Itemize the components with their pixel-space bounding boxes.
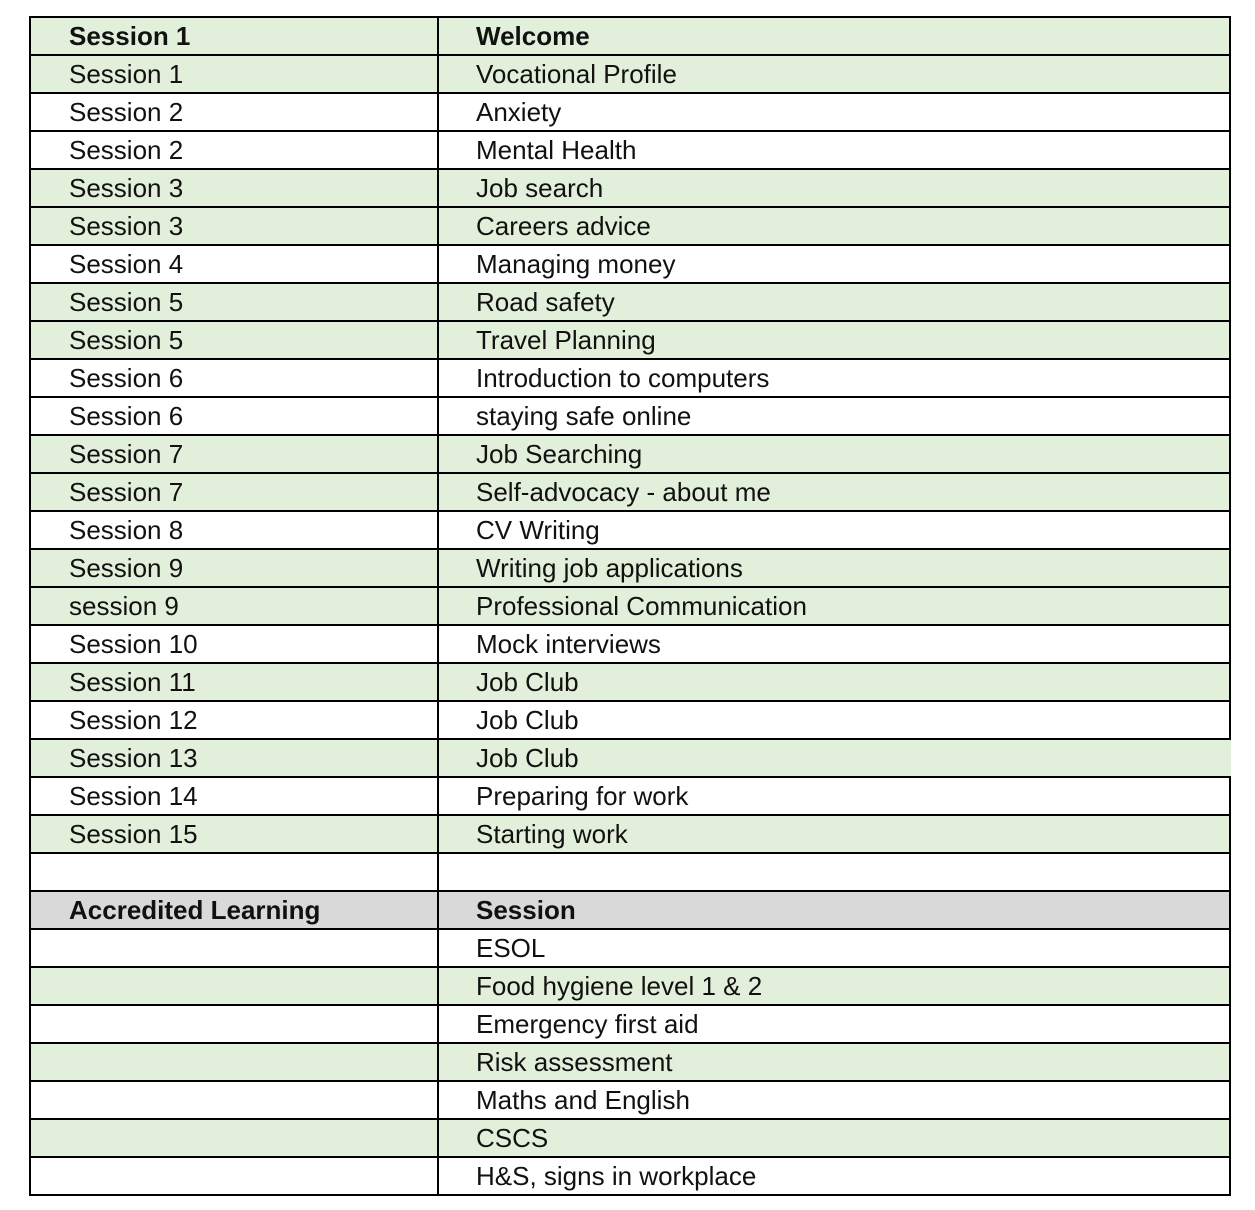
session-cell: Session 12 [30, 701, 438, 739]
table-row [30, 207, 1230, 245]
accredited-header-col2: Session [438, 891, 1230, 929]
session-cell: Session 6 [30, 397, 438, 435]
accredited-session-cell: CSCS [438, 1119, 1230, 1157]
accredited-session-cell: ESOL [438, 929, 1230, 967]
table-row [30, 321, 1230, 359]
session-cell: Session 1 [30, 55, 438, 93]
table-row [30, 283, 1230, 321]
session-cell: Session 11 [30, 663, 438, 701]
accredited-header-row [30, 891, 1230, 929]
topic-cell: Careers advice [438, 207, 1230, 245]
session-cell: Session 6 [30, 359, 438, 397]
session-cell: Session 4 [30, 245, 438, 283]
topic-cell: Vocational Profile [438, 55, 1230, 93]
session-schedule-table [29, 16, 1231, 1196]
accredited-session-cell: Emergency first aid [438, 1005, 1230, 1043]
table-row [30, 701, 1230, 739]
accredited-session-cell: Risk assessment [438, 1043, 1230, 1081]
table-row [30, 511, 1230, 549]
table-row [30, 55, 1230, 93]
table-row [30, 1119, 1230, 1157]
accredited-session-cell: H&S, signs in workplace [438, 1157, 1230, 1195]
table-row [30, 93, 1230, 131]
session-cell: Session 2 [30, 93, 438, 131]
empty-cell [438, 853, 1230, 891]
accredited-label-cell [30, 1005, 438, 1043]
topic-cell: Job Searching [438, 435, 1230, 473]
table-row [30, 1043, 1230, 1081]
session-cell: Session 14 [30, 777, 438, 815]
table-row [30, 1081, 1230, 1119]
topic-cell: Mock interviews [438, 625, 1230, 663]
session-cell: Session 3 [30, 207, 438, 245]
accredited-label-cell [30, 1043, 438, 1081]
table-row [30, 815, 1230, 853]
session-cell: Session 7 [30, 435, 438, 473]
table-row [30, 435, 1230, 473]
table-row [30, 739, 1230, 777]
topic-cell: Introduction to computers [438, 359, 1230, 397]
table-row [30, 777, 1230, 815]
table-row [30, 245, 1230, 283]
topic-cell: Travel Planning [438, 321, 1230, 359]
session-cell: Session 10 [30, 625, 438, 663]
topic-cell: Job Club [438, 701, 1230, 739]
sessions-header-col2: Welcome [438, 17, 1230, 55]
session-cell: Session 3 [30, 169, 438, 207]
table-row [30, 929, 1230, 967]
table-row [30, 1005, 1230, 1043]
table-row [30, 359, 1230, 397]
accredited-label-cell [30, 1081, 438, 1119]
session-cell: Session 15 [30, 815, 438, 853]
accredited-label-cell [30, 1119, 438, 1157]
accredited-session-cell: Food hygiene level 1 & 2 [438, 967, 1230, 1005]
table-row [30, 473, 1230, 511]
table-row [30, 1157, 1230, 1195]
topic-cell: Road safety [438, 283, 1230, 321]
topic-cell: CV Writing [438, 511, 1230, 549]
accredited-label-cell [30, 929, 438, 967]
topic-cell: Job search [438, 169, 1230, 207]
table-row [30, 587, 1230, 625]
session-cell: Session 2 [30, 131, 438, 169]
topic-cell: Writing job applications [438, 549, 1230, 587]
sessions-header-col1: Session 1 [30, 17, 438, 55]
topic-cell: Mental Health [438, 131, 1230, 169]
topic-cell: Job Club [438, 663, 1230, 701]
topic-cell: Job Club [438, 739, 1230, 777]
table-row [30, 131, 1230, 169]
empty-cell [30, 853, 438, 891]
spacer-row [30, 853, 1230, 891]
table-row [30, 663, 1230, 701]
accredited-label-cell [30, 967, 438, 1005]
session-cell: Session 8 [30, 511, 438, 549]
table-row [30, 169, 1230, 207]
table-row [30, 397, 1230, 435]
topic-cell: Self-advocacy - about me [438, 473, 1230, 511]
sessions-header-row [30, 17, 1230, 55]
session-cell: Session 5 [30, 283, 438, 321]
topic-cell: Managing money [438, 245, 1230, 283]
session-cell: session 9 [30, 587, 438, 625]
session-cell: Session 7 [30, 473, 438, 511]
accredited-session-cell: Maths and English [438, 1081, 1230, 1119]
topic-cell: Professional Communication [438, 587, 1230, 625]
accredited-header-col1: Accredited Learning [30, 891, 438, 929]
table-row [30, 549, 1230, 587]
session-cell: Session 9 [30, 549, 438, 587]
topic-cell: Starting work [438, 815, 1230, 853]
topic-cell: Preparing for work [438, 777, 1230, 815]
session-cell: Session 13 [30, 739, 438, 777]
table-row [30, 625, 1230, 663]
topic-cell: Anxiety [438, 93, 1230, 131]
session-cell: Session 5 [30, 321, 438, 359]
accredited-label-cell [30, 1157, 438, 1195]
table-row [30, 967, 1230, 1005]
topic-cell: staying safe online [438, 397, 1230, 435]
